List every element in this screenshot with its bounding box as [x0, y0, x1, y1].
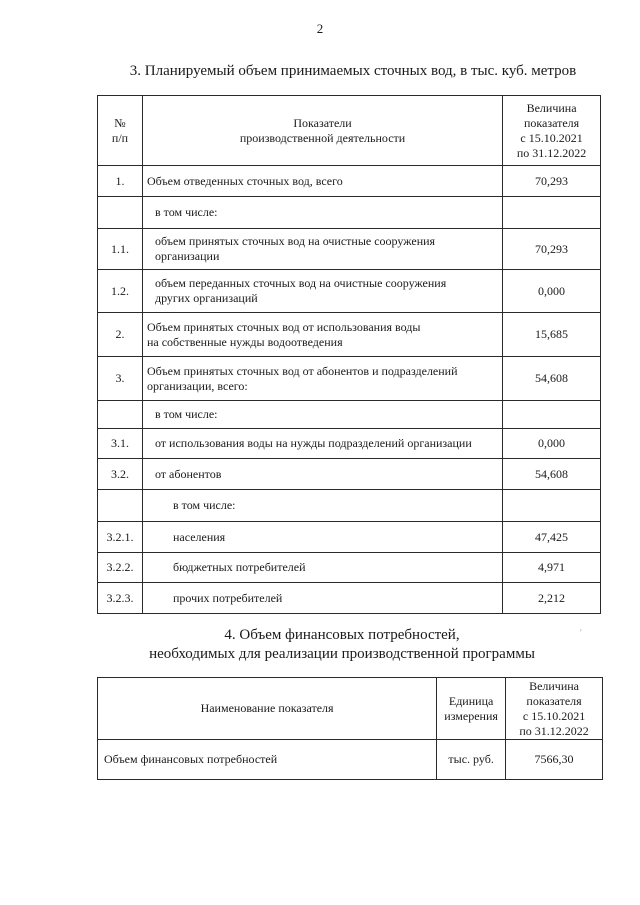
table-row — [98, 357, 601, 401]
row-value: 0,000 — [503, 270, 601, 313]
section-3-title: 3. Планируемый объем принимаемых сточных вод, в тыс. куб. метров — [129, 63, 577, 79]
row-value: 4,971 — [503, 553, 601, 583]
row-value: 54,608 — [503, 357, 601, 401]
table-row — [98, 459, 601, 490]
header-value: Величина показателя с 15.10.2021 по 31.12.2022 — [506, 678, 603, 740]
header-indicator-name: Наименование показателя — [98, 678, 437, 740]
row-number: 3. — [98, 357, 143, 401]
row-value: 54,608 — [503, 459, 601, 490]
header-indicator: Показатели производственной деятельности — [142, 96, 502, 166]
page-number: 2 — [316, 21, 324, 36]
row-label: от абонентов — [142, 459, 502, 490]
header-unit: Единица измерения — [437, 678, 506, 740]
row-label: в том числе: — [142, 401, 502, 429]
row-number — [98, 401, 143, 429]
row-value — [503, 490, 601, 522]
row-number: 3.2.2. — [98, 553, 143, 583]
row-number: 1. — [98, 166, 143, 197]
row-label: в том числе: — [142, 197, 502, 229]
table-row — [98, 583, 601, 614]
row-label: от использования воды на нужды подразделений организации — [142, 429, 502, 459]
row-value — [503, 401, 601, 429]
row-value: 15,685 — [503, 313, 601, 357]
wastewater-volume-table — [97, 95, 601, 614]
row-label: бюджетных потребителей — [142, 553, 502, 583]
table-row — [98, 522, 601, 553]
table-row — [98, 270, 601, 313]
row-number: 3.2.1. — [98, 522, 143, 553]
row-number: 1.1. — [98, 229, 143, 270]
row-value: 70,293 — [503, 166, 601, 197]
table-header-row — [98, 678, 603, 740]
row-number: 3.1. — [98, 429, 143, 459]
table-row — [98, 740, 603, 780]
row-value: 70,293 — [503, 229, 601, 270]
header-num: № п/п — [98, 96, 143, 166]
row-number — [98, 490, 143, 522]
table-row — [98, 313, 601, 357]
row-value: 2,212 — [503, 583, 601, 614]
table-row — [98, 166, 601, 197]
row-label: Объем принятых сточных вод от абонентов и подразделений организации, всего: — [142, 357, 502, 401]
row-label: в том числе: — [142, 490, 502, 522]
row-unit: тыс. руб. — [437, 740, 506, 780]
row-label: прочих потребителей — [142, 583, 502, 614]
table-row — [98, 429, 601, 459]
table-row — [98, 401, 601, 429]
header-value: Величина показателя с 15.10.2021 по 31.12.2022 — [503, 96, 601, 166]
row-value: 0,000 — [503, 429, 601, 459]
row-number: 2. — [98, 313, 143, 357]
row-value: 7566,30 — [506, 740, 603, 780]
row-number: 1.2. — [98, 270, 143, 313]
row-number: 3.2. — [98, 459, 143, 490]
table-row — [98, 197, 601, 229]
table-row — [98, 490, 601, 522]
row-number — [98, 197, 143, 229]
row-label: объем переданных сточных вод на очистные сооружения других организаций — [142, 270, 502, 313]
row-value — [503, 197, 601, 229]
section-4-title: 4. Объем финансовых потребностей, необходимых для реализации производственной программы — [149, 627, 535, 662]
row-label: Объем финансовых потребностей — [98, 740, 437, 780]
row-label: объем принятых сточных вод на очистные сооружения организации — [142, 229, 502, 270]
row-number: 3.2.3. — [98, 583, 143, 614]
row-label: Объем отведенных сточных вод, всего — [142, 166, 502, 197]
row-label: населения — [142, 522, 502, 553]
row-value: 47,425 — [503, 522, 601, 553]
table-header-row — [98, 96, 601, 166]
row-label: Объем принятых сточных вод от использования воды на собственные нужды водоотведения — [142, 313, 502, 357]
table-row — [98, 229, 601, 270]
table-row — [98, 553, 601, 583]
financial-needs-table — [97, 677, 603, 780]
scan-speck: ′ — [580, 628, 582, 637]
